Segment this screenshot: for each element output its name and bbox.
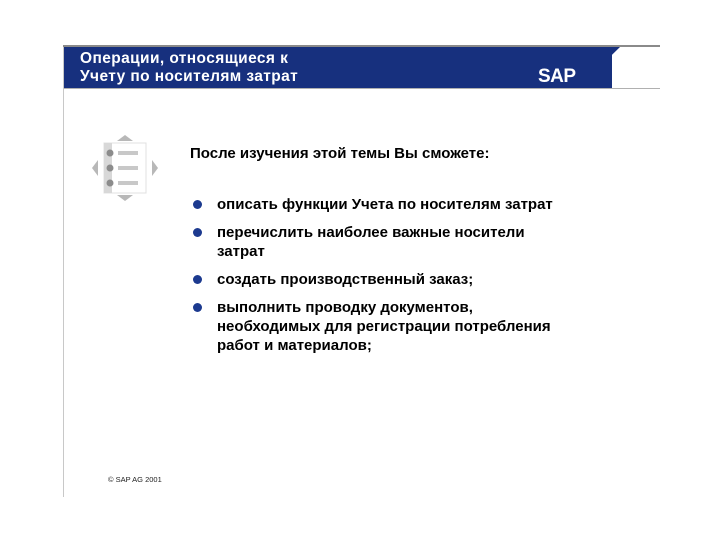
objective-item [190, 270, 610, 289]
sap-logo [534, 47, 620, 88]
intro-text: После изучения этой темы Вы сможете: [190, 145, 490, 162]
objective-item [190, 195, 610, 214]
slide-title-line-1: Операции, относящиеся к [80, 50, 289, 67]
bullet-dot-icon [193, 275, 202, 284]
objective-text-line: описать функции Учета по носителям затрат [217, 196, 553, 213]
objective-text-line: работ и материалов; [217, 337, 372, 354]
objective-text-line: перечислить наиболее важные носители [217, 224, 525, 241]
sap-logo-text: SAP [538, 66, 576, 87]
bullet-dot-icon [193, 200, 202, 209]
slide-title-line-2: Учету по носителям затрат [80, 68, 299, 85]
objective-text-line: необходимых для регистрации потребления [217, 318, 551, 335]
agenda-list-icon [90, 133, 160, 203]
objective-text-line: затрат [217, 243, 265, 260]
bullet-dot-icon [193, 303, 202, 312]
copyright-text: © SAP AG 2001 [108, 475, 162, 484]
objective-text-line: создать производственный заказ; [217, 271, 474, 288]
header-divider [64, 88, 660, 89]
objective-item [190, 223, 610, 261]
bullet-dot-icon [193, 228, 202, 237]
objective-text-line: выполнить проводку документов, [217, 299, 473, 316]
slide-left-border [63, 45, 64, 497]
objective-item [190, 298, 610, 355]
objectives-list [190, 195, 610, 364]
slide-title [80, 50, 520, 86]
